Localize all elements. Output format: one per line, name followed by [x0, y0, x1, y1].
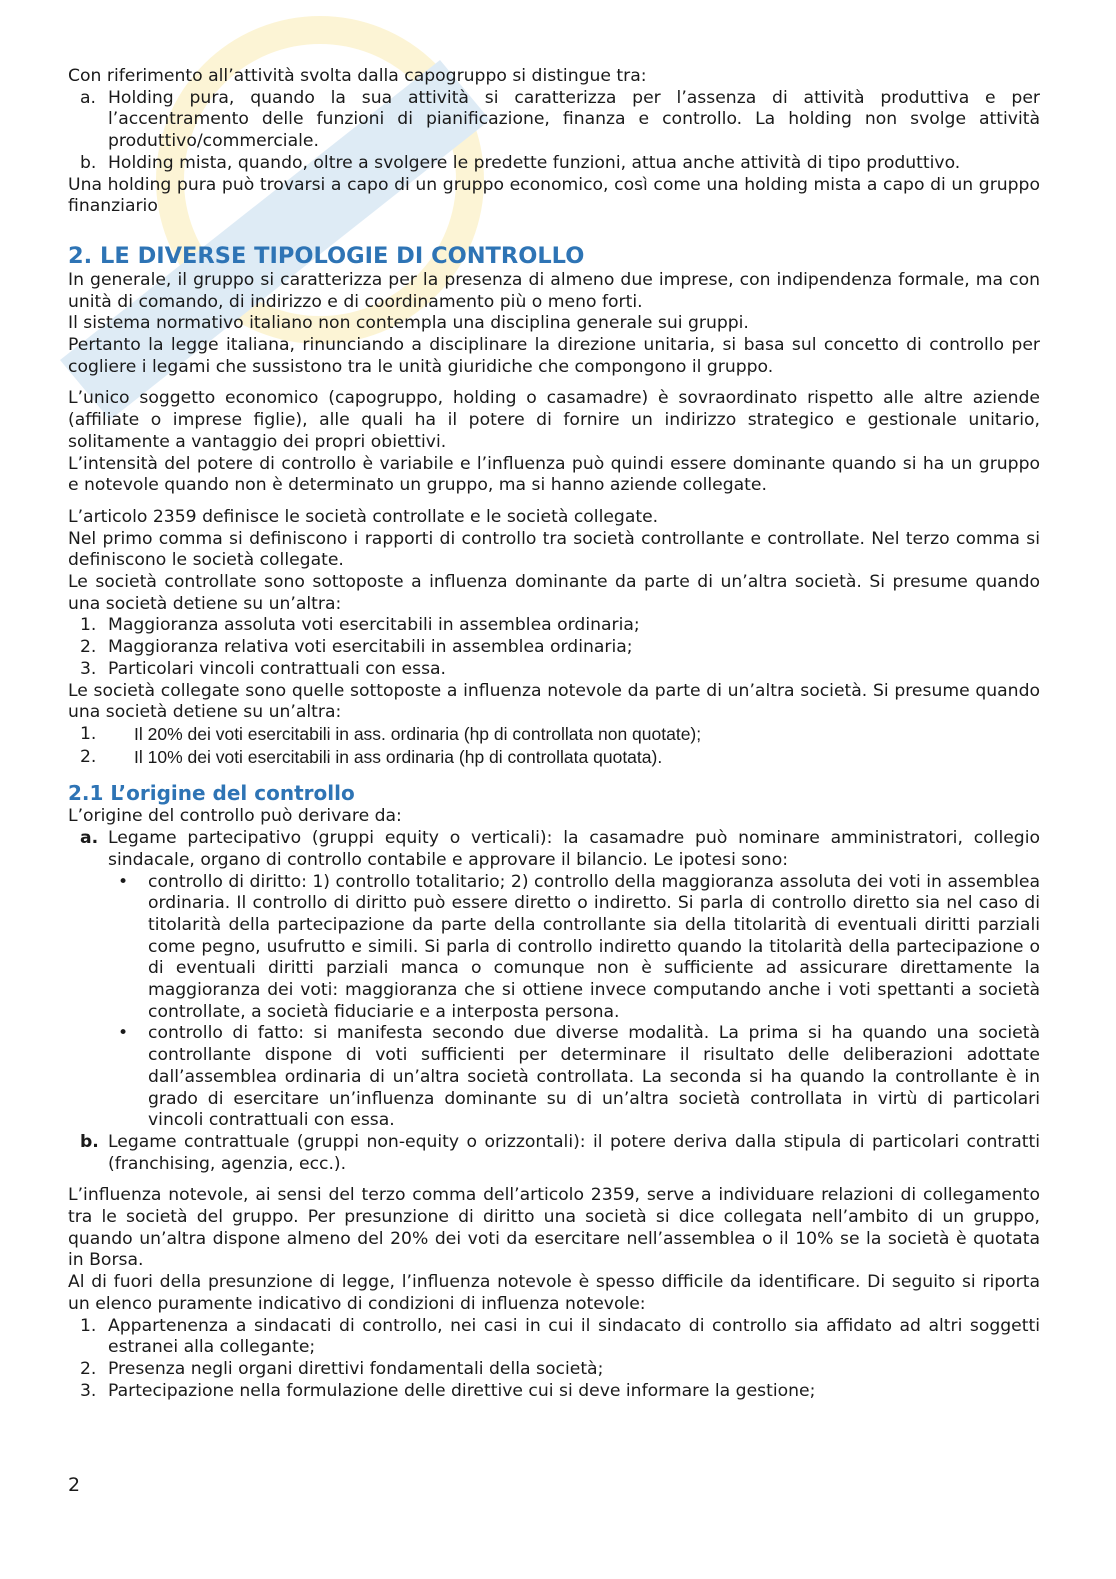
paragraph: Il sistema normativo italiano non contempla una disciplina generale sui gruppi.	[68, 313, 749, 334]
list-text: Holding mista, quando, oltre a svolgere le predette funzioni, attua anche attività di tipo produttivo.	[108, 152, 961, 173]
bullet-item	[68, 872, 1040, 1024]
paragraph: L’unico soggetto economico (capogruppo, holding o casamadre) è sovraordinato rispetto alle altre aziende (affiliate o imprese figlie), alle quali ha il potere di fornire un indirizzo strategico e gestionale unitario, solitamente a vantaggio dei propri obiettivi.	[68, 388, 1040, 452]
document-page	[68, 66, 1040, 1402]
list-marker: a.	[80, 87, 96, 108]
list-text: Il 20% dei voti esercitabili in ass. ordinaria (hp di controllata non quotate);	[134, 723, 702, 744]
subsection-heading: 2.1 L’origine del controllo	[68, 781, 355, 806]
bullet-marker: •	[118, 1023, 129, 1044]
section-heading: 2. LE DIVERSE TIPOLOGIE DI CONTROLLO	[68, 242, 585, 269]
list-item	[68, 828, 1040, 871]
paragraph: Pertanto la legge italiana, rinunciando a disciplinare la direzione unitaria, si basa sul concetto di controllo per cogliere i legami che sussistono tra le unità giuridiche che compongono il gruppo.	[68, 335, 1040, 377]
list-item	[68, 659, 1040, 681]
list-text: Particolari vincoli contrattuali con essa.	[108, 658, 447, 679]
list-item	[68, 747, 1040, 770]
list-item	[68, 615, 1040, 637]
list-marker: 3.	[80, 658, 97, 679]
list-text: Maggioranza relativa voti esercitabili in assemblea ordinaria;	[108, 637, 633, 658]
bullet-item	[68, 1023, 1040, 1132]
list-item	[68, 1132, 1040, 1175]
list-text: Il 10% dei voti esercitabili in ass ordinaria (hp di controllata quotata).	[134, 746, 663, 767]
list-text: Legame partecipativo (gruppi equity o verticali): la casamadre può nominare amministratori, collegio sindacale, organo di controllo contabile e approvare il bilancio. Le ipotesi sono:	[108, 828, 1040, 870]
list-text: Legame contrattuale (gruppi non-equity o orizzontali): il potere deriva dalla stipula di particolari contratti (franchising, agenzia, ecc.).	[108, 1131, 1040, 1174]
list-marker: 2.	[80, 637, 97, 658]
intro-tail: Una holding pura può trovarsi a capo di un gruppo economico, così come una holding mista a capo di un gruppo finanziario	[68, 174, 1040, 217]
list-marker: 3.	[80, 1380, 97, 1401]
paragraph: L’origine del controllo può derivare da:	[68, 806, 402, 827]
list-marker: 2.	[80, 1358, 97, 1379]
paragraph: L’articolo 2359 definisce le società controllate e le società collegate.	[68, 506, 659, 527]
paragraph: L’intensità del potere di controllo è variabile e l’influenza può quindi essere dominante quando si ha un gruppo e notevole quando non è determinato un gruppo, ma si hanno aziende collegate.	[68, 453, 1040, 496]
paragraph: Al di fuori della presunzione di legge, l’influenza notevole è spesso difficile da identificare. Di seguito si riporta un elenco puramente indicativo di condizioni di influenza notevole:	[68, 1272, 1040, 1314]
list-text: Holding pura, quando la sua attività si caratterizza per l’assenza di attività produttiva e per l’accentramento delle funzioni di pianificazione, finanza e controllo. La holding non svolge attività produttivo/commerciale.	[108, 87, 1040, 152]
list-item	[68, 1381, 1040, 1403]
bullet-text: controllo di fatto: si manifesta secondo due diverse modalità. La prima si ha quando una società controllante dispone di voti sufficienti per determinare il risultato delle deliberazioni adottate dall’assemblea ordinaria di un’altra società controllata. La seconda si ha quando la controllante è in grado di esercitare un’influenza dominante su di un’altra società controllata in virtù di particolari vincoli contrattuali con essa.	[148, 1023, 1040, 1131]
list-marker: 1.	[80, 615, 97, 636]
list-text: Presenza negli organi direttivi fondamentali della società;	[108, 1358, 604, 1379]
list-text: Appartenenza a sindacati di controllo, nei casi in cui il sindacato di controllo sia affidato ad altri soggetti estranei alla collegante;	[108, 1315, 1040, 1358]
paragraph: Nel primo comma si definiscono i rapporti di controllo tra società controllante e controllate. Nel terzo comma si definiscono le società collegate.	[68, 528, 1040, 571]
paragraph: In generale, il gruppo si caratterizza per la presenza di almeno due imprese, con indipendenza formale, ma con unità di comando, di indirizzo e di coordinamento più o meno forti.	[68, 269, 1040, 312]
list-text: Partecipazione nella formulazione delle direttive cui si deve informare la gestione;	[108, 1380, 816, 1401]
list-marker: 1.	[80, 1315, 97, 1336]
list-marker: a.	[80, 828, 99, 849]
list-marker: b.	[80, 1131, 99, 1152]
intro-lead: Con riferimento all’attività svolta dalla capogruppo si distingue tra:	[68, 66, 647, 86]
paragraph: Le società collegate sono quelle sottoposte a influenza notevole da parte di un’altra società. Si presume quando una società detiene su un’altra:	[68, 680, 1040, 723]
list-marker: 1.	[80, 723, 97, 744]
paragraph: Le società controllate sono sottoposte a influenza dominante da parte di un’altra società. Si presume quando una società detiene su un’altra:	[68, 572, 1040, 614]
list-marker: 2.	[80, 746, 97, 767]
bullet-marker: •	[118, 871, 129, 892]
page-number: 2	[68, 1474, 81, 1496]
list-item	[68, 1359, 1040, 1381]
paragraph: L’influenza notevole, ai sensi del terzo comma dell’articolo 2359, serve a individuare relazioni di collegamento tra le società del gruppo. Per presunzione di diritto una società si dice collegata nell’ambito di un gruppo, quando un’altra dispone almeno del 20% dei voti da esercitare nell’assemblea o il 10% se la società è quotata in Borsa.	[68, 1185, 1040, 1271]
bullet-text: controllo di diritto: 1) controllo totalitario; 2) controllo della maggioranza assoluta dei voti in assemblea ordinaria. Il controllo di diritto può essere diretto o indiretto. Si parla di controllo diretto sia nel caso di titolarità della partecipazione da parte della controllante sia della titolarità di eventuali diritti parziali come pegno, usufrutto e simili. Si parla di controllo indiretto quando la titolarità della partecipazione o di eventuali diritti parziali manca o comunque non è sufficiente ad assicurare direttamente la maggioranza dei voti: maggioranza che si ottiene invece computando anche i voti spettanti a società controllate, a società fiduciarie e a interposta persona.	[148, 871, 1040, 1022]
list-text: Maggioranza assoluta voti esercitabili in assemblea ordinaria;	[108, 615, 640, 636]
list-item	[68, 724, 1040, 747]
list-marker: b.	[80, 152, 97, 173]
list-item	[68, 1316, 1040, 1359]
list-item	[68, 637, 1040, 659]
list-item	[68, 88, 1040, 153]
list-item	[68, 153, 1040, 175]
